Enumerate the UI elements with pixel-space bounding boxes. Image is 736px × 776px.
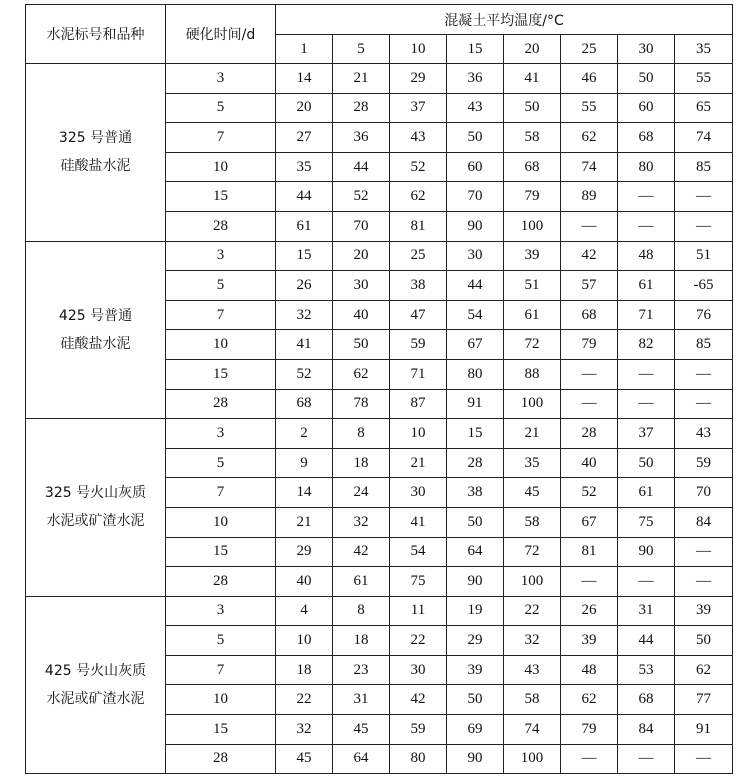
strength-value-cell: 62 — [561, 685, 618, 715]
strength-value-cell: 47 — [390, 300, 447, 330]
strength-value-cell: 67 — [447, 330, 504, 360]
hardening-time-cell: 3 — [166, 596, 276, 626]
strength-value-cell: 70 — [675, 478, 733, 508]
header-hardening-time: 硬化时间/d — [166, 5, 276, 64]
strength-value-cell: 52 — [276, 359, 333, 389]
strength-value-cell: 30 — [333, 271, 390, 301]
strength-value-cell: 53 — [618, 655, 675, 685]
strength-value-cell: 54 — [390, 537, 447, 567]
strength-value-cell: 37 — [618, 419, 675, 449]
strength-value-cell: 100 — [504, 567, 561, 597]
strength-value-cell: 15 — [276, 241, 333, 271]
strength-value-cell: 40 — [561, 448, 618, 478]
strength-value-cell: 10 — [276, 626, 333, 656]
temp-header-cell: 35 — [675, 35, 733, 64]
strength-value-cell: 22 — [504, 596, 561, 626]
strength-value-cell: 11 — [390, 596, 447, 626]
strength-value-cell: 30 — [390, 478, 447, 508]
strength-value-cell: 100 — [504, 744, 561, 774]
strength-value-cell: 21 — [390, 448, 447, 478]
hardening-time-cell: 15 — [166, 715, 276, 745]
hardening-time-cell: 7 — [166, 123, 276, 153]
strength-value-cell: 57 — [561, 271, 618, 301]
strength-value-cell: 58 — [504, 123, 561, 153]
strength-value-cell: 29 — [276, 537, 333, 567]
strength-value-cell: 51 — [504, 271, 561, 301]
strength-value-cell: 37 — [390, 93, 447, 123]
strength-value-cell: 39 — [561, 626, 618, 656]
strength-value-cell: 50 — [618, 448, 675, 478]
strength-value-cell: 14 — [276, 64, 333, 94]
strength-value-cell: 35 — [504, 448, 561, 478]
strength-value-cell: 68 — [618, 123, 675, 153]
strength-value-cell: — — [561, 359, 618, 389]
table-body — [26, 64, 733, 774]
cement-type-line1: 325 号普通 — [58, 130, 133, 147]
strength-value-cell: 40 — [276, 567, 333, 597]
strength-value-cell: 84 — [675, 507, 733, 537]
strength-value-cell: 71 — [618, 300, 675, 330]
strength-value-cell: 88 — [504, 359, 561, 389]
strength-value-cell: 62 — [390, 182, 447, 212]
header-avg-temperature: 混凝土平均温度/°C — [276, 5, 733, 35]
strength-value-cell: 36 — [333, 123, 390, 153]
strength-value-cell: 26 — [276, 271, 333, 301]
strength-value-cell: — — [561, 211, 618, 241]
temp-header-cell: 30 — [618, 35, 675, 64]
strength-value-cell: 100 — [504, 389, 561, 419]
strength-value-cell: 68 — [561, 300, 618, 330]
strength-value-cell: 87 — [390, 389, 447, 419]
strength-value-cell: 61 — [504, 300, 561, 330]
strength-value-cell: 41 — [390, 507, 447, 537]
strength-value-cell: 46 — [561, 64, 618, 94]
strength-value-cell: 68 — [504, 152, 561, 182]
strength-value-cell: 85 — [675, 152, 733, 182]
strength-value-cell: 48 — [618, 241, 675, 271]
strength-value-cell: 28 — [561, 419, 618, 449]
hardening-time-cell: 15 — [166, 537, 276, 567]
strength-value-cell: 64 — [333, 744, 390, 774]
strength-value-cell: 72 — [504, 537, 561, 567]
strength-value-cell: 76 — [675, 300, 733, 330]
table-row — [26, 596, 733, 626]
strength-value-cell: 50 — [675, 626, 733, 656]
temp-header-cell: 5 — [333, 35, 390, 64]
strength-value-cell: — — [561, 389, 618, 419]
strength-value-cell: 30 — [447, 241, 504, 271]
strength-value-cell: 61 — [618, 478, 675, 508]
strength-value-cell: 82 — [618, 330, 675, 360]
strength-value-cell: 9 — [276, 448, 333, 478]
strength-value-cell: 79 — [561, 330, 618, 360]
strength-value-cell: 90 — [618, 537, 675, 567]
strength-value-cell: 10 — [390, 419, 447, 449]
strength-value-cell: — — [675, 211, 733, 241]
strength-value-cell: 14 — [276, 478, 333, 508]
hardening-time-cell: 3 — [166, 64, 276, 94]
strength-value-cell: 54 — [447, 300, 504, 330]
strength-value-cell: 80 — [390, 744, 447, 774]
strength-value-cell: 2 — [276, 419, 333, 449]
cement-type-line2: 硅酸盐水泥 — [60, 335, 131, 352]
strength-value-cell: 51 — [675, 241, 733, 271]
strength-value-cell: 28 — [333, 93, 390, 123]
strength-value-cell: 21 — [504, 419, 561, 449]
strength-value-cell: 91 — [447, 389, 504, 419]
strength-value-cell: 68 — [276, 389, 333, 419]
cement-type-line2: 水泥或矿渣水泥 — [46, 513, 145, 530]
strength-value-cell: 67 — [561, 507, 618, 537]
strength-value-cell: 4 — [276, 596, 333, 626]
cement-type-line1: 325 号火山灰质 — [44, 485, 147, 502]
hardening-time-cell: 28 — [166, 567, 276, 597]
strength-value-cell: 39 — [504, 241, 561, 271]
strength-value-cell: 18 — [333, 626, 390, 656]
strength-value-cell: 31 — [333, 685, 390, 715]
strength-value-cell: 52 — [390, 152, 447, 182]
cement-type-cell — [26, 241, 166, 419]
strength-value-cell: 41 — [504, 64, 561, 94]
strength-value-cell: 32 — [504, 626, 561, 656]
strength-value-cell: 39 — [675, 596, 733, 626]
hardening-time-cell: 3 — [166, 241, 276, 271]
cement-type-line2: 硅酸盐水泥 — [60, 158, 131, 175]
strength-table — [25, 4, 733, 774]
strength-value-cell: 42 — [333, 537, 390, 567]
strength-value-cell: 68 — [618, 685, 675, 715]
strength-value-cell: 50 — [618, 64, 675, 94]
strength-value-cell: 24 — [333, 478, 390, 508]
strength-value-cell: — — [675, 182, 733, 212]
strength-value-cell: — — [561, 744, 618, 774]
strength-value-cell: 75 — [390, 567, 447, 597]
strength-value-cell: 43 — [447, 93, 504, 123]
strength-value-cell: — — [561, 567, 618, 597]
strength-value-cell: 15 — [447, 419, 504, 449]
strength-value-cell: 20 — [276, 93, 333, 123]
strength-value-cell: 91 — [675, 715, 733, 745]
temp-header-cell: 10 — [390, 35, 447, 64]
hardening-time-cell: 5 — [166, 626, 276, 656]
strength-value-cell: 62 — [561, 123, 618, 153]
temp-header-cell: 20 — [504, 35, 561, 64]
hardening-time-cell: 5 — [166, 271, 276, 301]
strength-value-cell: 50 — [333, 330, 390, 360]
strength-value-cell: — — [618, 359, 675, 389]
strength-value-cell: 70 — [333, 211, 390, 241]
strength-value-cell: 89 — [561, 182, 618, 212]
temp-header-cell: 1 — [276, 35, 333, 64]
strength-value-cell: 32 — [276, 300, 333, 330]
table-row — [26, 64, 733, 94]
strength-value-cell: 18 — [333, 448, 390, 478]
strength-value-cell: 79 — [561, 715, 618, 745]
strength-value-cell: 65 — [675, 93, 733, 123]
strength-value-cell: 74 — [675, 123, 733, 153]
strength-value-cell: 90 — [447, 744, 504, 774]
strength-value-cell: 80 — [618, 152, 675, 182]
strength-value-cell: 71 — [390, 359, 447, 389]
cement-type-cell — [26, 64, 166, 242]
strength-value-cell: 45 — [276, 744, 333, 774]
strength-value-cell: 74 — [561, 152, 618, 182]
strength-value-cell: 45 — [504, 478, 561, 508]
strength-value-cell: 21 — [276, 507, 333, 537]
strength-value-cell: 60 — [618, 93, 675, 123]
strength-value-cell: — — [675, 389, 733, 419]
strength-value-cell: 61 — [618, 271, 675, 301]
strength-value-cell: — — [618, 567, 675, 597]
cement-type-line2: 水泥或矿渣水泥 — [46, 690, 145, 707]
strength-value-cell: 74 — [504, 715, 561, 745]
strength-value-cell: 75 — [618, 507, 675, 537]
strength-value-cell: 100 — [504, 211, 561, 241]
hardening-time-cell: 5 — [166, 93, 276, 123]
cement-type-line1: 425 号普通 — [58, 307, 133, 324]
strength-value-cell: 38 — [390, 271, 447, 301]
strength-value-cell: 62 — [333, 359, 390, 389]
strength-value-cell: 69 — [447, 715, 504, 745]
strength-value-cell: 39 — [447, 655, 504, 685]
strength-value-cell: 78 — [333, 389, 390, 419]
strength-value-cell: 59 — [390, 330, 447, 360]
strength-value-cell: 59 — [390, 715, 447, 745]
strength-value-cell: -65 — [675, 271, 733, 301]
strength-value-cell: 62 — [675, 655, 733, 685]
hardening-time-cell: 15 — [166, 182, 276, 212]
strength-value-cell: 90 — [447, 567, 504, 597]
strength-value-cell: 58 — [504, 685, 561, 715]
strength-value-cell: — — [675, 567, 733, 597]
strength-value-cell: 50 — [447, 685, 504, 715]
strength-value-cell: 26 — [561, 596, 618, 626]
hardening-time-cell: 28 — [166, 744, 276, 774]
strength-value-cell: 50 — [504, 93, 561, 123]
strength-value-cell: — — [618, 389, 675, 419]
strength-value-cell: 81 — [390, 211, 447, 241]
strength-value-cell: 52 — [333, 182, 390, 212]
strength-value-cell: 40 — [333, 300, 390, 330]
strength-value-cell: 42 — [390, 685, 447, 715]
strength-value-cell: 25 — [390, 241, 447, 271]
strength-value-cell: 50 — [447, 507, 504, 537]
strength-value-cell: 44 — [618, 626, 675, 656]
hardening-time-cell: 7 — [166, 478, 276, 508]
strength-value-cell: 59 — [675, 448, 733, 478]
strength-value-cell: 42 — [561, 241, 618, 271]
strength-value-cell: 61 — [276, 211, 333, 241]
strength-value-cell: 30 — [390, 655, 447, 685]
strength-value-cell: 72 — [504, 330, 561, 360]
strength-value-cell: 85 — [675, 330, 733, 360]
strength-value-cell: 44 — [276, 182, 333, 212]
cement-type-line1: 425 号火山灰质 — [44, 662, 147, 679]
strength-value-cell: 77 — [675, 685, 733, 715]
strength-value-cell: 43 — [675, 419, 733, 449]
strength-value-cell: 38 — [447, 478, 504, 508]
temp-header-cell: 15 — [447, 35, 504, 64]
header-cement-type: 水泥标号和品种 — [26, 5, 166, 64]
strength-value-cell: 32 — [276, 715, 333, 745]
strength-value-cell: 29 — [447, 626, 504, 656]
strength-value-cell: 55 — [561, 93, 618, 123]
hardening-time-cell: 10 — [166, 507, 276, 537]
strength-value-cell: 48 — [561, 655, 618, 685]
hardening-time-cell: 28 — [166, 389, 276, 419]
strength-value-cell: — — [675, 744, 733, 774]
hardening-time-cell: 7 — [166, 655, 276, 685]
strength-value-cell: 35 — [276, 152, 333, 182]
strength-value-cell: — — [618, 182, 675, 212]
strength-value-cell: 61 — [333, 567, 390, 597]
strength-value-cell: 55 — [675, 64, 733, 94]
strength-value-cell: — — [618, 211, 675, 241]
table-row — [26, 419, 733, 449]
strength-value-cell: 8 — [333, 596, 390, 626]
strength-value-cell: 52 — [561, 478, 618, 508]
hardening-time-cell: 10 — [166, 330, 276, 360]
cement-type-cell — [26, 419, 166, 597]
strength-value-cell: 90 — [447, 211, 504, 241]
temp-header-cell: 25 — [561, 35, 618, 64]
strength-value-cell: 41 — [276, 330, 333, 360]
strength-value-cell: 80 — [447, 359, 504, 389]
strength-value-cell: 28 — [447, 448, 504, 478]
strength-value-cell: 20 — [333, 241, 390, 271]
hardening-time-cell: 15 — [166, 359, 276, 389]
strength-value-cell: 22 — [276, 685, 333, 715]
strength-value-cell: 58 — [504, 507, 561, 537]
strength-value-cell: 27 — [276, 123, 333, 153]
strength-value-cell: 36 — [447, 64, 504, 94]
strength-value-cell: 8 — [333, 419, 390, 449]
hardening-time-cell: 7 — [166, 300, 276, 330]
strength-value-cell: 84 — [618, 715, 675, 745]
strength-value-cell: 45 — [333, 715, 390, 745]
hardening-time-cell: 10 — [166, 152, 276, 182]
strength-value-cell: 64 — [447, 537, 504, 567]
hardening-time-cell: 5 — [166, 448, 276, 478]
strength-value-cell: 44 — [333, 152, 390, 182]
strength-value-cell: 79 — [504, 182, 561, 212]
strength-value-cell: 29 — [390, 64, 447, 94]
strength-value-cell: 44 — [447, 271, 504, 301]
hardening-time-cell: 3 — [166, 419, 276, 449]
strength-value-cell: 18 — [276, 655, 333, 685]
strength-value-cell: 32 — [333, 507, 390, 537]
strength-value-cell: 50 — [447, 123, 504, 153]
strength-value-cell: 43 — [504, 655, 561, 685]
hardening-time-cell: 10 — [166, 685, 276, 715]
strength-value-cell: 21 — [333, 64, 390, 94]
strength-value-cell: 23 — [333, 655, 390, 685]
cement-type-cell — [26, 596, 166, 774]
strength-value-cell: 81 — [561, 537, 618, 567]
strength-value-cell: — — [675, 359, 733, 389]
strength-value-cell: 19 — [447, 596, 504, 626]
strength-value-cell: 70 — [447, 182, 504, 212]
hardening-time-cell: 28 — [166, 211, 276, 241]
strength-value-cell: 60 — [447, 152, 504, 182]
strength-value-cell: 22 — [390, 626, 447, 656]
strength-value-cell: 31 — [618, 596, 675, 626]
table-row — [26, 241, 733, 271]
strength-value-cell: — — [675, 537, 733, 567]
strength-value-cell: — — [618, 744, 675, 774]
strength-value-cell: 43 — [390, 123, 447, 153]
